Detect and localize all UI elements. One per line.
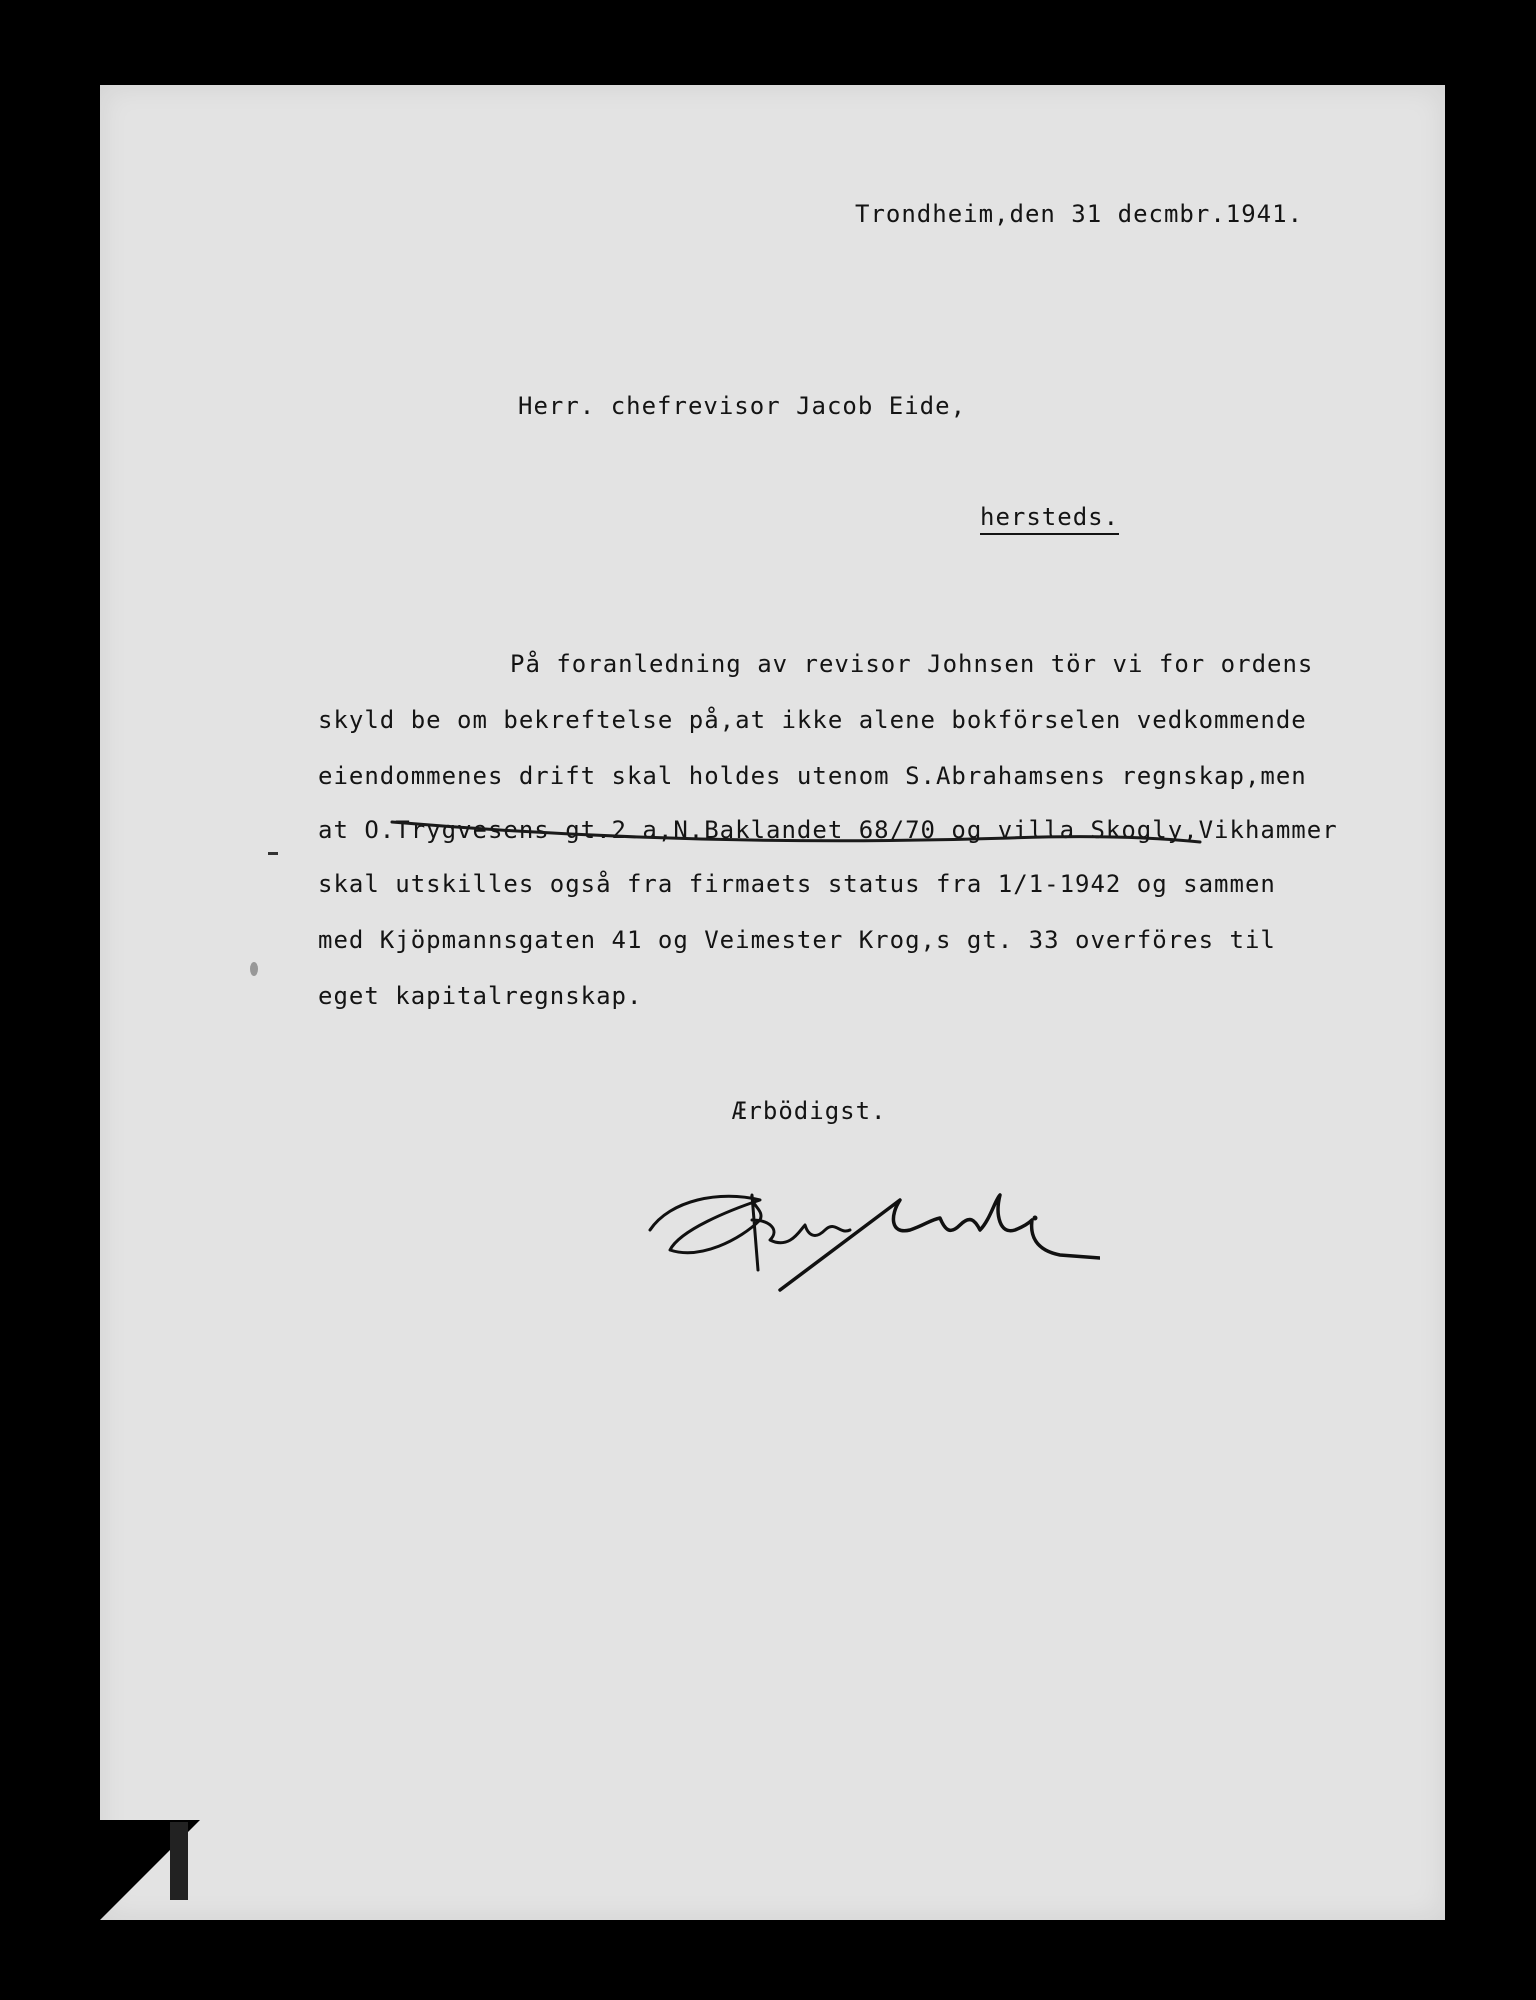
body-line: skyld be om bekreftelse på,at ikke alene bokförselen vedkommende [318,706,1307,734]
body-line: På foranledning av revisor Johnsen tör vi for ordens [510,650,1314,678]
body-line: at O.Trygvesens gt.2 a,N.Baklandet 68/70 og villa Skogly,Vikhammer [318,816,1338,844]
body-line: eiendommenes drift skal holdes utenom S.Abrahamsens regnskap,men [318,762,1307,790]
handwritten-signature [640,1160,1100,1300]
letter-location: hersteds. [980,503,1119,535]
paper-blemish [250,962,258,976]
letter-date: Trondheim,den 31 decmbr.1941. [855,200,1304,228]
margin-mark [268,852,278,855]
letter-addressee: Herr. chefrevisor Jacob Eide, [518,392,967,420]
body-line: skal utskilles også fra firmaets status fra 1/1-1942 og sammen [318,870,1276,898]
body-line: eget kapitalregnskap. [318,982,643,1010]
body-line: med Kjöpmannsgaten 41 og Veimester Krog,s gt. 33 overföres til [318,926,1276,954]
letter-closing: Ærbödigst. [732,1097,887,1125]
